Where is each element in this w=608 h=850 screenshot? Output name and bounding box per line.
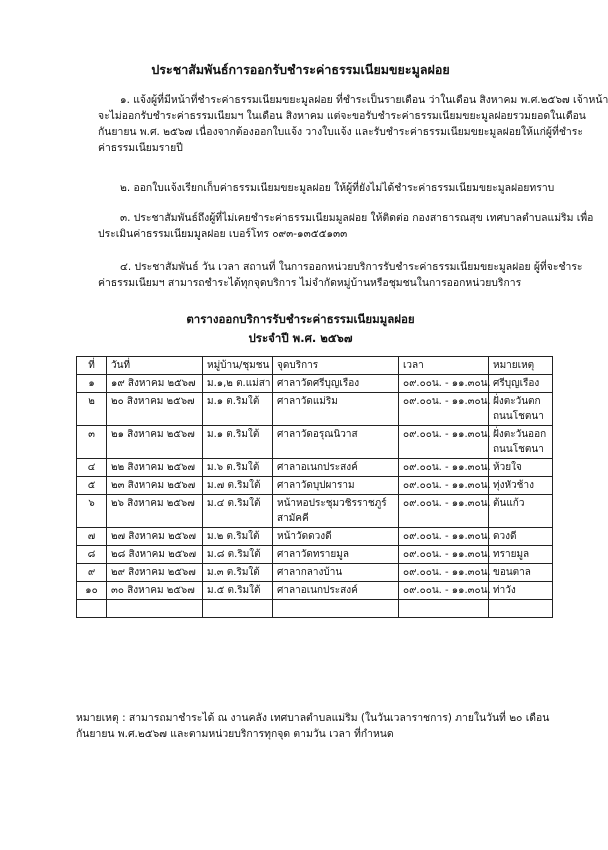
paragraph-4 <box>98 259 583 291</box>
cell-time: ๐๙.๐๐น. - ๑๑.๓๐น. <box>399 477 489 495</box>
cell-place-line: หน้าหอประชุมวชิรราชภูร์ <box>277 498 387 509</box>
cell-place <box>273 459 399 477</box>
empty-cell <box>107 600 203 618</box>
header-village: หมู่บ้าน/ชุมชน <box>203 357 273 375</box>
cell-note <box>489 477 553 495</box>
cell-place-line: ศาลาวัดศรีบุญเรือง <box>277 378 360 389</box>
paragraph-line: ๔. ประชาสัมพันธ์ วัน เวลา สถานที่ ในการออกหน่วยบริการรับชำระค่าธรรมเนียมขยะมูลฝอย ผู้ที่จะชำระ <box>120 261 583 273</box>
table-body <box>77 375 553 618</box>
table-row <box>77 495 553 528</box>
cell-time: ๐๙.๐๐น. - ๑๑.๓๐น. <box>399 459 489 477</box>
footnote <box>76 710 550 742</box>
cell-place <box>273 426 399 459</box>
table-row <box>77 393 553 426</box>
cell-note <box>489 528 553 546</box>
table-row <box>77 582 553 600</box>
cell-note <box>489 495 553 528</box>
schedule-table <box>76 356 553 618</box>
cell-note-line: ทุ่งหัวช้าง <box>493 480 534 491</box>
document-title: ประชาสัมพันธ์การออกรับชำระค่าธรรมเนียมขยะมูลฝอย <box>151 62 450 77</box>
cell-note-line: ดวงดี <box>493 531 517 542</box>
cell-village: ม.๓ ต.ริมใต้ <box>203 564 273 582</box>
cell-place-line: สามัคคี <box>277 513 309 524</box>
cell-place-line: ศาลาอเนกประสงค์ <box>277 585 358 596</box>
cell-place <box>273 375 399 393</box>
cell-time: ๐๙.๐๐น. - ๑๑.๓๐น. <box>399 426 489 459</box>
cell-note-line: ฝั่งตะวันออก <box>493 429 547 440</box>
cell-date: ๒๘ สิงหาคม ๒๕๖๗ <box>107 546 203 564</box>
cell-note-line: ทรายมูล <box>493 549 530 560</box>
header-note: หมายเหตุ <box>489 357 553 375</box>
paragraph-line: กันยายน พ.ศ. ๒๕๖๗ เนื่องจากต้องออกใบแจ้ง วางใบแจ้ง และรับชำระค่าธรรมเนียมขยะมูลฝอยให้แก่ผู้ที่ชำระ <box>98 126 583 138</box>
cell-note <box>489 546 553 564</box>
empty-cell <box>203 600 273 618</box>
cell-village: ม.๑ ต.ริมใต้ <box>203 426 273 459</box>
cell-no: ๒ <box>77 393 107 426</box>
cell-no: ๖ <box>77 495 107 528</box>
cell-date: ๒๓ สิงหาคม ๒๕๖๗ <box>107 477 203 495</box>
cell-place <box>273 393 399 426</box>
cell-note-line: ถนนโชตนา <box>493 444 544 455</box>
header-time: เวลา <box>399 357 489 375</box>
cell-place <box>273 495 399 528</box>
cell-note <box>489 459 553 477</box>
header-no: ที่ <box>77 357 107 375</box>
cell-no: ๗ <box>77 528 107 546</box>
cell-place-line: ศาลาวัดบุปผาราม <box>277 480 355 491</box>
cell-date: ๒๐ สิงหาคม ๒๕๖๗ <box>107 393 203 426</box>
table-row <box>77 564 553 582</box>
cell-no: ๑๐ <box>77 582 107 600</box>
cell-place-line: ศาลาวัดแม่ริม <box>277 396 338 407</box>
cell-date: ๒๒ สิงหาคม ๒๕๖๗ <box>107 459 203 477</box>
cell-no: ๓ <box>77 426 107 459</box>
cell-village: ม.๖ ต.ริมใต้ <box>203 459 273 477</box>
table-row <box>77 528 553 546</box>
paragraph-line: ๓. ประชาสัมพันธ์ถึงผู้ที่ไม่เคยชำระค่าธรรมเนียมมูลฝอย ให้ติดต่อ กองสาธารณสุข เทศบาลตำบลแม่ริม เพื่อ <box>120 212 594 224</box>
cell-place <box>273 564 399 582</box>
cell-no: ๘ <box>77 546 107 564</box>
table-row <box>77 477 553 495</box>
cell-no: ๕ <box>77 477 107 495</box>
cell-place-line: ศาลาอเนกประสงค์ <box>277 462 358 473</box>
cell-date: ๒๖ สิงหาคม ๒๕๖๗ <box>107 495 203 528</box>
cell-date: ๑๙ สิงหาคม ๒๕๖๗ <box>107 375 203 393</box>
empty-cell <box>399 600 489 618</box>
cell-time: ๐๙.๐๐น. - ๑๑.๓๐น. <box>399 564 489 582</box>
cell-note-line: ถนนโชตนา <box>493 411 544 422</box>
cell-note <box>489 582 553 600</box>
footnote-line: หมายเหตุ : สามารถมาชำระได้ ณ งานคลัง เทศบาลตำบลแม่ริม (ในวันเวลาราชการ) ภายในวันที่ ๒๐ เดือน <box>76 712 550 724</box>
paragraph-line: จะไม่ออกรับชำระค่าธรรมเนียมฯ ในเดือน สิงหาคม แต่จะขอรับชำระค่าธรรมเนียมขยะมูลฝอยรวมยอดในเดือน <box>98 110 586 122</box>
cell-time: ๐๙.๐๐น. - ๑๑.๓๐น. <box>399 393 489 426</box>
schedule-title: ตารางออกบริการรับชำระค่าธรรมเนียมมูลฝอย <box>186 312 415 326</box>
cell-note-line: ฝั่งตะวันตก <box>493 396 541 407</box>
cell-date: ๒๑ สิงหาคม ๒๕๖๗ <box>107 426 203 459</box>
table-row <box>77 546 553 564</box>
cell-place <box>273 528 399 546</box>
cell-no: ๑ <box>77 375 107 393</box>
paragraph-line: ประเมินค่าธรรมเนียมมูลฝอย เบอร์โทร ๐๙๓-๑๓๕๕๑๓๓ <box>98 228 348 240</box>
cell-note <box>489 393 553 426</box>
paragraph-2 <box>98 180 555 196</box>
empty-cell <box>489 600 553 618</box>
cell-note-line: ต้นแก้ว <box>493 498 525 509</box>
cell-village: ม.๔ ต.ริมใต้ <box>203 495 273 528</box>
cell-village: ม.๕ ต.ริมใต้ <box>203 582 273 600</box>
cell-note <box>489 564 553 582</box>
cell-time: ๐๙.๐๐น. - ๑๑.๓๐น. <box>399 546 489 564</box>
cell-no: ๔ <box>77 459 107 477</box>
cell-no: ๙ <box>77 564 107 582</box>
paragraph-line: ค่าธรรมเนียมรายปี <box>98 142 183 154</box>
cell-note-line: ศรีบุญเรือง <box>493 378 540 389</box>
cell-place-line: หน้าวัดดวงดี <box>277 531 332 542</box>
cell-place <box>273 582 399 600</box>
empty-cell <box>273 600 399 618</box>
paragraph-line: ค่าธรรมเนียมฯ สามารถชำระได้ทุกจุดบริการ ไม่จำกัดหมู่บ้านหรือชุมชนในการออกหน่วยบริการ <box>98 277 522 289</box>
paragraph-3 <box>98 210 594 242</box>
cell-place-line: ศาลาวัดทรายมูล <box>277 549 349 560</box>
cell-time: ๐๙.๐๐น. - ๑๑.๓๐น. <box>399 375 489 393</box>
header-date: วันที่ <box>107 357 203 375</box>
cell-time: ๐๙.๐๐น. - ๑๑.๓๐น. <box>399 528 489 546</box>
header-place: จุดบริการ <box>273 357 399 375</box>
cell-date: ๓๐ สิงหาคม ๒๕๖๗ <box>107 582 203 600</box>
footnote-line: กันยายน พ.ศ.๒๕๖๗ และตามหน่วยบริการทุกจุด ตามวัน เวลา ที่กำหนด <box>76 728 394 740</box>
cell-note-line: ท่าวัง <box>493 585 516 596</box>
paragraph-line: ๑. แจ้งผู้ที่มีหน้าที่ชำระค่าธรรมเนียมขยะมูลฝอย ที่ชำระเป็นรายเดือน ว่าในเดือน สิงหาคม พ.ศ.๒๕๖๗ เจ้าหน้า <box>120 94 608 106</box>
cell-date: ๒๙ สิงหาคม ๒๕๖๗ <box>107 564 203 582</box>
cell-village: ม.๑,๒ ต.แม่สา <box>203 375 273 393</box>
cell-note <box>489 426 553 459</box>
cell-time: ๐๙.๐๐น. - ๑๑.๓๐น. <box>399 495 489 528</box>
table-row <box>77 459 553 477</box>
cell-place-line: ศาลากลางบ้าน <box>277 567 343 578</box>
paragraph-line: ๒. ออกใบแจ้งเรียกเก็บค่าธรรมเนียมขยะมูลฝอย ให้ผู้ที่ยังไม่ได้ชำระค่าธรรมเนียมขยะมูลฝอยทราบ <box>120 182 555 194</box>
paragraph-1 <box>98 92 608 156</box>
cell-village: ม.๗ ต.ริมใต้ <box>203 477 273 495</box>
cell-note-line: ขอนตาล <box>493 567 531 578</box>
cell-note <box>489 375 553 393</box>
empty-cell <box>77 600 107 618</box>
cell-place-line: ศาลาวัดอรุณนิวาส <box>277 429 358 440</box>
cell-time: ๐๙.๐๐น. - ๑๑.๓๐น. <box>399 582 489 600</box>
table-row <box>77 426 553 459</box>
table-header-row <box>77 357 553 375</box>
schedule-year: ประจำปี พ.ศ. ๒๕๖๗ <box>248 331 353 345</box>
cell-date: ๒๗ สิงหาคม ๒๕๖๗ <box>107 528 203 546</box>
cell-village: ม.๒ ต.ริมใต้ <box>203 528 273 546</box>
cell-note-line: ห้วยใจ <box>493 462 522 473</box>
cell-village: ม.๘ ต.ริมใต้ <box>203 546 273 564</box>
table-row <box>77 375 553 393</box>
cell-village: ม.๑ ต.ริมใต้ <box>203 393 273 426</box>
cell-place <box>273 477 399 495</box>
cell-place <box>273 546 399 564</box>
table-row-empty <box>77 600 553 618</box>
